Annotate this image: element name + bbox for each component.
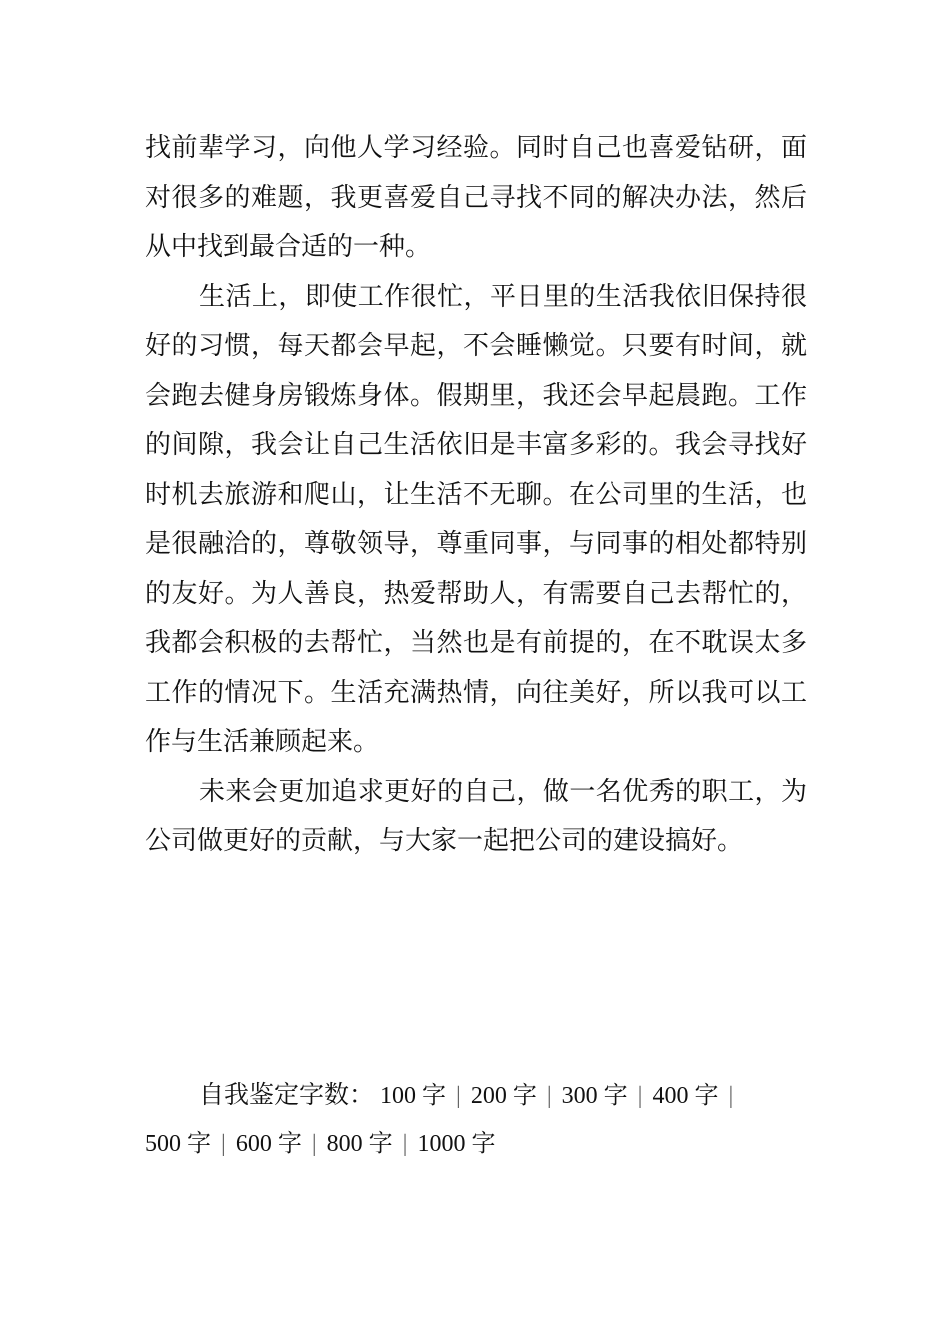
link-1000-words[interactable]: 1000 字 [417,1131,496,1157]
link-separator: | [221,1131,226,1157]
link-200-words[interactable]: 200 字 [470,1083,537,1109]
document-body [145,124,807,867]
link-600-words[interactable]: 600 字 [235,1131,302,1157]
link-400-words[interactable]: 400 字 [652,1083,719,1109]
word-count-label: 自我鉴定字数： [199,1080,375,1109]
paragraph-3: 未来会更加追求更好的自己，做一名优秀的职工，为公司做更好的贡献，与大家一起把公司的建设搞好。 [145,776,807,856]
link-separator: | [402,1131,408,1157]
link-separator: | [728,1083,734,1109]
link-100-words[interactable]: 100 字 [380,1083,447,1109]
word-count-links [145,1071,807,1168]
word-count-line-2 [145,1120,807,1168]
link-800-words[interactable]: 800 字 [326,1131,393,1157]
paragraph-2: 生活上，即使工作很忙，平日里的生活我依旧保持很好的习惯，每天都会早起，不会睡懒觉。只要有时间，就会跑去健身房锻炼身体。假期里，我还会早起晨跑。工作的间隙，我会让自己生活依旧是丰富多彩的。我会寻找好时机去旅游和爬山，让生活不无聊。在公司里的生活，也是很融洽的，尊敬领导，尊重同事，与同事的相处都特别的友好。为人善良，热爱帮助人，有需要自己去帮忙的，我都会积极的去帮忙，当然也是有前提的，在不耽误太多工作的情况下。生活充满热情，向往美好，所以我可以工作与生活兼顾起来。 [145,281,807,757]
link-500-words[interactable]: 500 字 [145,1131,211,1157]
link-separator: | [456,1083,461,1109]
link-separator: | [637,1083,643,1109]
paragraph-1: 找前辈学习，向他人学习经验。同时自己也喜爱钻研，面对很多的难题，我更喜爱自己寻找不同的解决办法，然后从中找到最合适的一种。 [145,133,807,262]
link-300-words[interactable]: 300 字 [561,1083,628,1109]
word-count-line-1 [145,1071,807,1120]
link-separator: | [546,1083,552,1109]
link-separator: | [311,1131,317,1157]
